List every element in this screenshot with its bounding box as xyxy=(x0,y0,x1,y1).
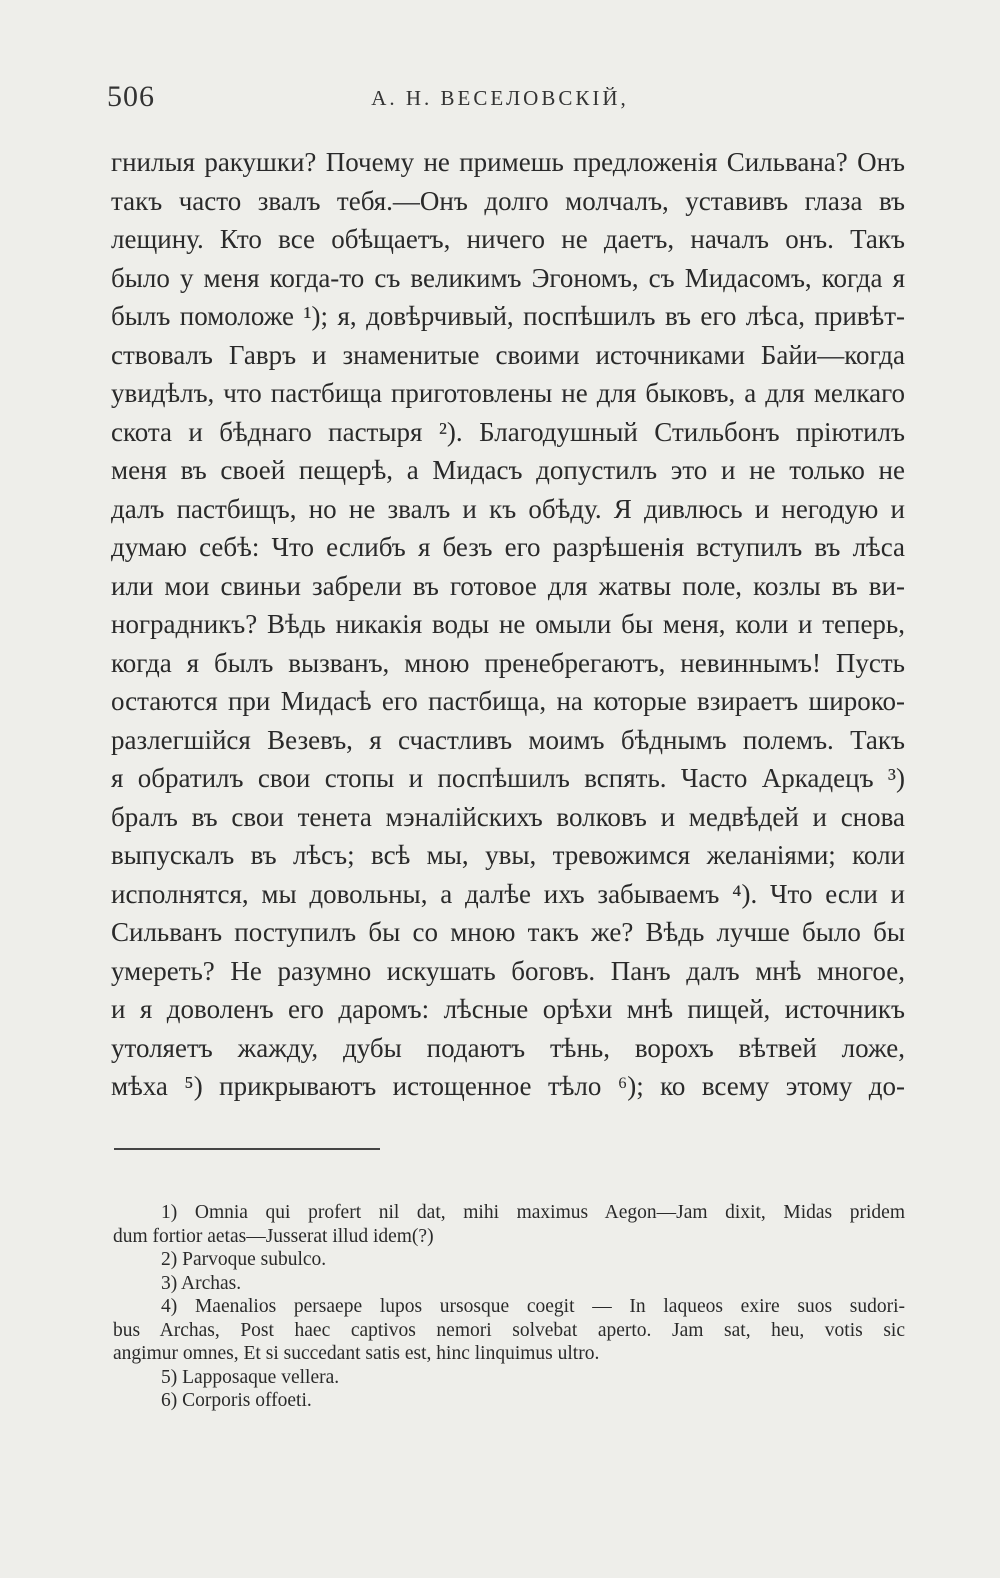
text-line: разлегшійся Везевъ, я счастливъ моимъ бѣднымъ полемъ. Такъ xyxy=(111,724,905,755)
text-line: такъ часто звалъ тебя.—Онъ долго молчалъ, уставивъ глаза въ xyxy=(111,185,905,216)
text-line: бралъ въ свои тенета мэналійскихъ волковъ и медвѣдей и снова xyxy=(111,801,905,832)
text-line: увидѣлъ, что пастбища приготовлены не для быковъ, а для мелкаго xyxy=(111,378,905,408)
text-line: остаются при Мидасѣ его пастбища, на которые взираетъ широко- xyxy=(111,686,905,716)
footnotes xyxy=(113,1201,905,1413)
text-line: и я доволенъ его даромъ: лѣсные орѣхи мнѣ пищей, источникъ xyxy=(111,994,905,1024)
footnote-line: 6) Corporis offoeti. xyxy=(161,1390,312,1411)
running-head: А. Н. ВЕСЕЛОВСКІЙ, xyxy=(371,86,629,110)
text-line: далъ пастбищъ, но не звалъ и къ обѣду. Я дивлюсь и негодую и xyxy=(111,493,905,524)
text-line: гнилыя ракушки? Почему не примешь предложенія Сильвана? Онъ xyxy=(111,147,905,177)
page-number: 506 xyxy=(107,80,155,113)
footnote-line: 3) Archas. xyxy=(161,1272,242,1294)
text-line: скота и бѣднаго пастыря ²). Благодушный Стильбонъ пріютилъ xyxy=(111,416,905,447)
text-line: меня въ своей пещерѣ, а Мидасъ допустилъ это и не только не xyxy=(111,455,905,485)
text-line: выпускалъ въ лѣсъ; всѣ мы, увы, тревожимся желаніями; коли xyxy=(111,840,905,870)
text-line: ствовалъ Гавръ и знаменитые своими источниками Байи—когда xyxy=(111,339,905,370)
footnote-line: 4) Maenalios persaepe lupos ursosque coegit — In laqueos exire suos sudori- xyxy=(161,1296,905,1317)
main-text xyxy=(111,143,905,1106)
footnote-line: bus Archas, Post haec captivos nemori solvebat aperto. Jam sat, heu, votis sic xyxy=(113,1319,905,1341)
footnote-line: 5) Lapposaque vellera. xyxy=(161,1366,340,1388)
text-line: былъ помоложе ¹); я, довѣрчивый, поспѣшилъ въ его лѣса, привѣт- xyxy=(111,301,905,331)
text-line: было у меня когда-то съ великимъ Эгономъ, съ Мидасомъ, когда я xyxy=(111,262,905,293)
text-line: лещину. Кто все обѣщаетъ, ничего не даетъ, началъ онъ. Такъ xyxy=(111,224,905,254)
footnote-line: angimur omnes, Et si succedant satis est, hinc linquimus ultro. xyxy=(113,1343,600,1364)
footnote-separator xyxy=(114,1148,380,1150)
text-line: я обратилъ свои стопы и поспѣшилъ вспять. Часто Аркадецъ ³) xyxy=(111,763,905,793)
text-line: или мои свиньи забрели въ готовое для жатвы поле, козлы въ ви- xyxy=(111,570,905,601)
footnote-line: dum fortior aetas—Jusserat illud idem(?) xyxy=(113,1225,434,1247)
text-line: Сильванъ поступилъ бы со мною такъ же? Вѣдь лучше было бы xyxy=(111,917,905,947)
footnote-line: 2) Parvoque subulco. xyxy=(161,1249,327,1270)
text-line: думаю себѣ: Что еслибъ я безъ его разрѣшенія вступилъ въ лѣса xyxy=(111,532,905,562)
text-line: утоляетъ жажду, дубы подаютъ тѣнь, ворохъ вѣтвей ложе, xyxy=(111,1032,905,1063)
text-line: мѣха ⁵) прикрываютъ истощенное тѣло ⁶); ко всему этому до- xyxy=(111,1071,905,1101)
text-line: умереть? Не разумно искушать боговъ. Панъ далъ мнѣ многое, xyxy=(111,955,905,986)
text-line: ноградникъ? Вѣдь никакія воды не омыли бы меня, коли и теперь, xyxy=(111,609,905,639)
text-line: исполнятся, мы довольны, а далѣе ихъ забываемъ ⁴). Что если и xyxy=(111,878,905,909)
text-line: когда я былъ вызванъ, мною пренебрегаютъ, невиннымъ! Пусть xyxy=(111,647,905,678)
footnote-line: 1) Omnia qui profert nil dat, mihi maximus Aegon—Jam dixit, Midas pridem xyxy=(161,1202,905,1223)
